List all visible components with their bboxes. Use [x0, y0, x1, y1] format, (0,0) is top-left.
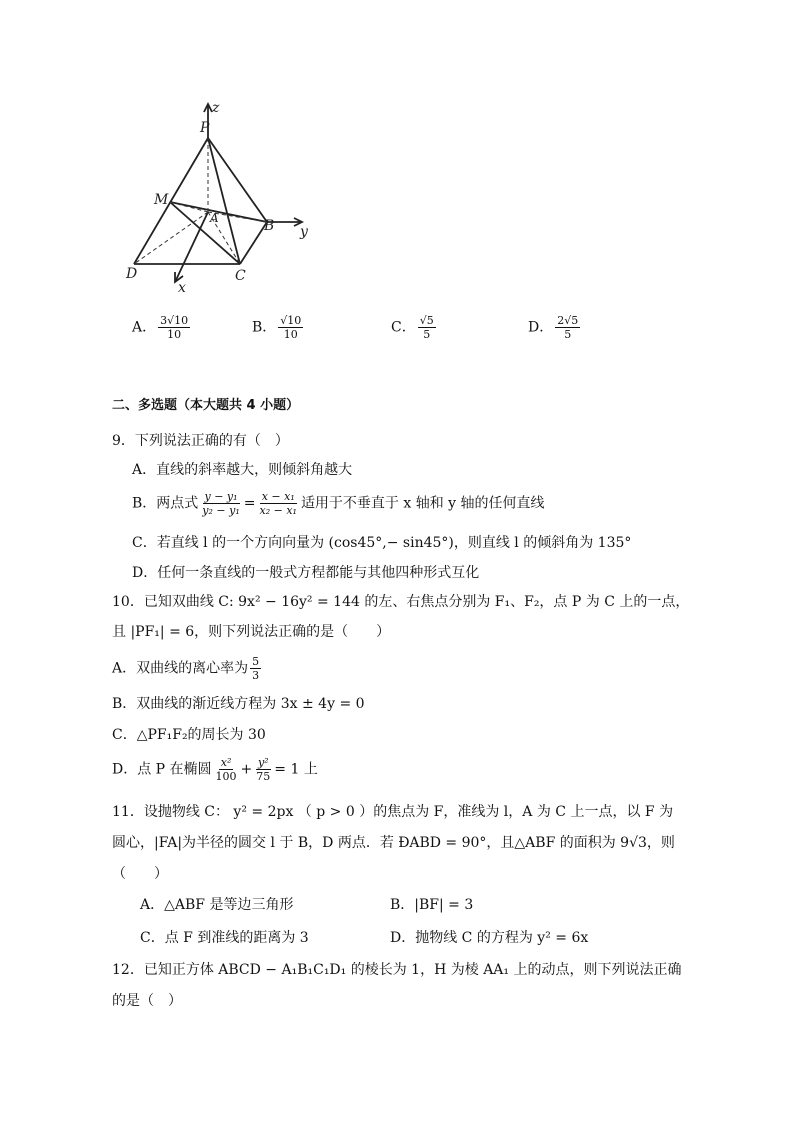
label-D: D — [126, 266, 138, 282]
label-A: A — [210, 211, 219, 225]
label-P: P — [200, 120, 210, 136]
q8-option-b: B． $\frac{√10}{10}$ — [252, 314, 302, 341]
q8-d-den: 5 — [564, 328, 572, 341]
q11-option-c: C．点 F 到准线的距离为 3 — [140, 930, 309, 946]
q11-line-1: 11．设抛物线 C： y² = 2px （ p > 0 ）的焦点为 F，准线为 l，A 为 C 上一点，以 F 为 — [112, 804, 674, 820]
q12-line-2: 的是（ ） — [112, 993, 182, 1009]
label-B: B — [264, 218, 275, 234]
label-y: y — [300, 224, 308, 240]
q10-option-b: B．双曲线的渐近线方程为 3x ± 4y = 0 — [112, 696, 365, 712]
q8-a-num: 3√10 — [160, 314, 189, 327]
q8-c-den: 5 — [423, 328, 431, 341]
label-C: C — [235, 268, 246, 284]
q10-stem-2: 且 |PF₁| = 6，则下列说法正确的是（ ） — [112, 624, 391, 640]
q9-option-c: C．若直线 l 的一个方向向量为 (cos45°,− sin45°)，则直线 l 的倾斜角为 135° — [132, 535, 632, 551]
q8-b-den: 10 — [283, 328, 298, 341]
q10-option-d: D．点 P 在椭圆 $\frac{\text{x²}}{100}$ + $\frac{\text{y²}}{75}$ = 1 上 — [112, 756, 318, 783]
q11-option-a: A．△ABF 是等边三角形 — [140, 897, 294, 913]
q9-option-d: D．任何一条直线的一般式方程都能与其他四种形式互化 — [132, 565, 480, 581]
q8-d-num: 2√5 — [557, 314, 579, 327]
label-x: x — [178, 280, 186, 296]
q12-line-1: 12．已知正方体 ABCD − A₁B₁C₁D₁ 的棱长为 1，H 为棱 AA₁ 上的动点，则下列说法正确 — [112, 962, 682, 978]
q8-option-c: C． $\frac{√5}{5}$ — [391, 314, 434, 341]
q8-option-a: A． $\frac{3√10}{10}$ — [132, 314, 189, 341]
label-z: z — [212, 100, 220, 116]
q8-option-d: D． $\frac{2√5}{5}$ — [528, 314, 579, 341]
q9-stem: 9．下列说法正确的有（ ） — [112, 433, 289, 449]
q8-a-den: 10 — [167, 328, 182, 341]
section-title: 二、多选题（本大题共 4 小题） — [112, 398, 300, 413]
q9-option-a: A．直线的斜率越大，则倾斜角越大 — [132, 462, 353, 478]
q11-line-2: 圆心，|FA|为半径的圆交 l 于 B，D 两点．若 ÐABD = 90°，且△ABF 的面积为 9√3，则 — [112, 835, 675, 851]
q10-option-c: C．△PF₁F₂的周长为 30 — [112, 727, 266, 743]
q11-line-3: （ ） — [112, 866, 168, 882]
q10-stem-1: 10．已知双曲线 C: 9x² − 16y² = 144 的左、右焦点分别为 F₁、F₂，点 P 为 C 上的一点， — [112, 594, 690, 610]
q11-option-b: B．|BF| = 3 — [390, 897, 474, 913]
q11-option-d: D．抛物线 C 的方程为 y² = 6x — [390, 930, 589, 946]
q8-c-num: √5 — [419, 314, 434, 327]
q8-b-num: √10 — [280, 314, 302, 327]
label-M: M — [154, 192, 169, 208]
q9-option-b: B．两点式 $\frac{\text{y − y₁}}{\text{y₂ − y₁}}$ = $\frac{\text{x − x₁}}{\text{x₂ − x₁}}$ 适用于不垂直于 x 轴和 y 轴的任何直线 — [132, 490, 545, 517]
q10-option-a: A．双曲线的离心率为 $\frac{5}{3}$ — [112, 655, 260, 682]
pyramid-figure — [120, 98, 320, 298]
